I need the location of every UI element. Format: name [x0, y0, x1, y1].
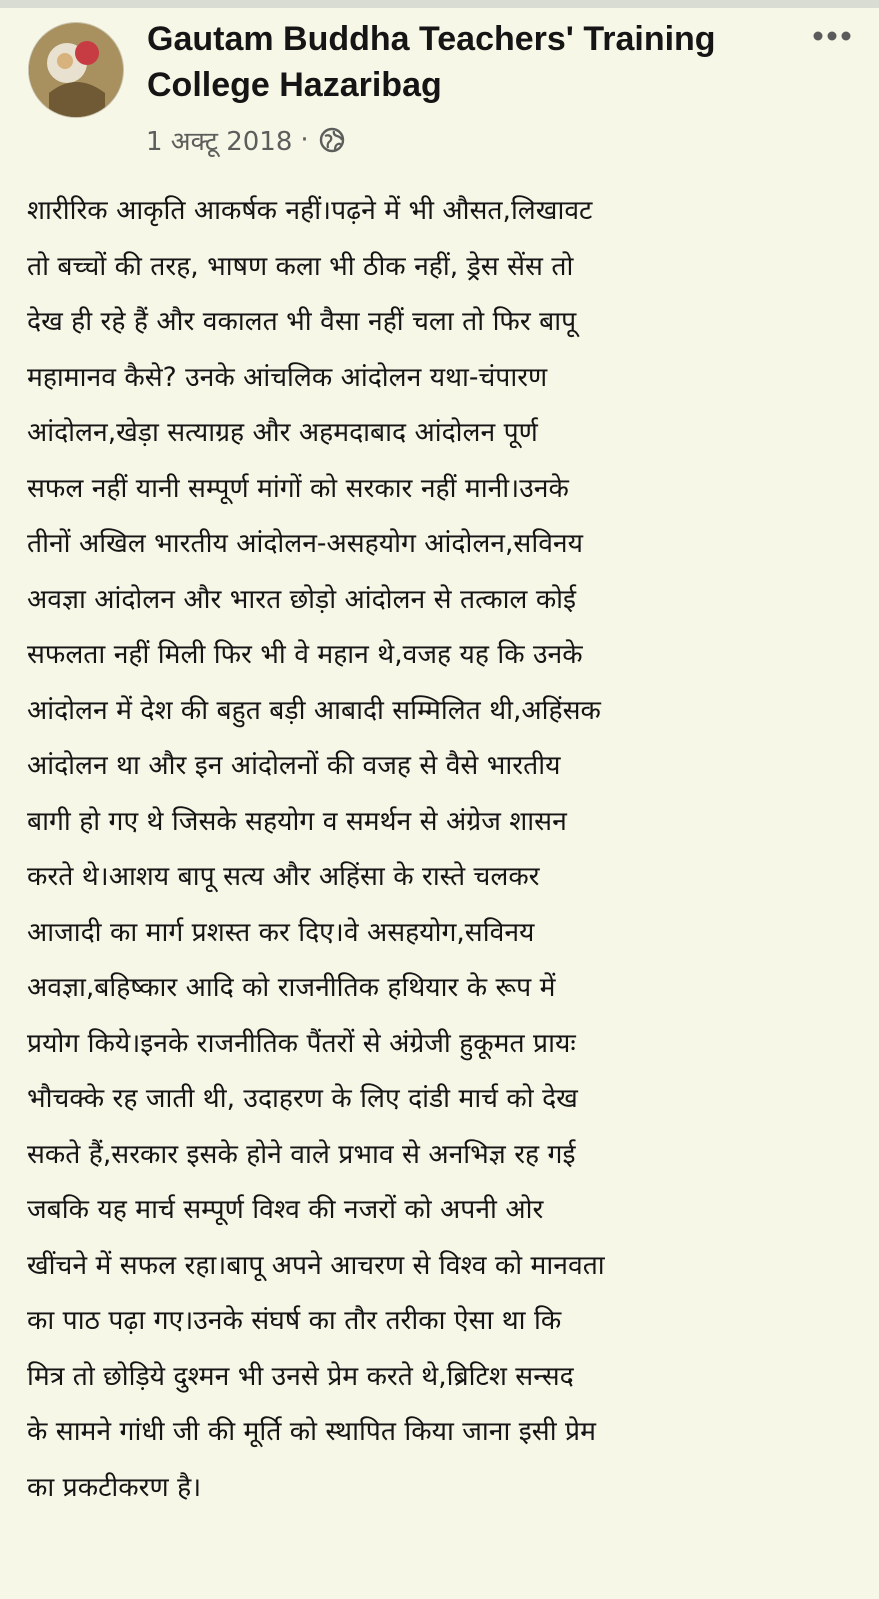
- post-line: अवज्ञा आंदोलन और भारत छोड़ो आंदोलन से तत्काल कोई: [27, 583, 577, 615]
- page-name[interactable]: [147, 16, 787, 108]
- post-line: अवज्ञा,बहिष्कार आदि को राजनीतिक हथियार के रूप में: [27, 972, 556, 1003]
- post-line: आंदोलन था और इन आंदोलनों की वजह से वैसे भारतीय: [27, 750, 561, 781]
- college-logo-avatar[interactable]: [28, 22, 124, 118]
- post-line: भौचक्के रह जाती थी, उदाहरण के लिए दांडी मार्च को देख: [27, 1083, 578, 1114]
- more-options-button[interactable]: [805, 24, 859, 48]
- globe-icon[interactable]: [319, 127, 345, 153]
- post-line: के सामने गांधी जी की मूर्ति को स्थापित किया जाना इसी प्रेम: [27, 1416, 596, 1447]
- post-date[interactable]: 1 अक्टू 2018: [146, 127, 293, 157]
- post-body: [27, 183, 867, 1515]
- more-options-icon: [812, 30, 852, 42]
- post-line: सफलता नहीं मिली फिर भी वे महान थे,वजह यह कि उनके: [27, 639, 583, 670]
- top-divider: [0, 0, 879, 8]
- post-line: सफल नहीं यानी सम्पूर्ण मांगों को सरकार नहीं मानी।उनके: [27, 472, 569, 504]
- post-line: करते थे।आशय बापू सत्य और अहिंसा के रास्ते चलकर: [27, 861, 540, 892]
- post-line: तीनों अखिल भारतीय आंदोलन-असहयोग आंदोलन,सविनय: [27, 528, 584, 559]
- post-line: बागी हो गए थे जिसके सहयोग व समर्थन से अंग्रेज शासन: [27, 805, 567, 837]
- post-line: आंदोलन में देश की बहुत बड़ी आबादी सम्मिलित थी,अहिंसक: [27, 694, 601, 726]
- page-name-line-1: Gautam Buddha Teachers' Training: [147, 20, 716, 58]
- meta-separator: ·: [300, 125, 309, 155]
- post-meta: [146, 122, 345, 158]
- post-line: तो बच्चों की तरह, भाषण कला भी ठीक नहीं, ड्रेस सेंस तो: [27, 250, 574, 282]
- post-line: प्रयोग किये।इनके राजनीतिक पैंतरों से अंग्रेजी हुकूमत प्रायः: [27, 1027, 576, 1059]
- post-line: मित्र तो छोड़िये दुश्मन भी उनसे प्रेम करते थे,ब्रिटिश सन्सद: [27, 1360, 574, 1392]
- post-line: सकते हैं,सरकार इसके होने वाले प्रभाव से अनभिज्ञ रह गई: [27, 1138, 576, 1170]
- post-line: देख ही रहे हैं और वकालत भी वैसा नहीं चला तो फिर बापू: [27, 306, 577, 337]
- avatar-image: [29, 23, 123, 117]
- post-line: जबकि यह मार्च सम्पूर्ण विश्व की नजरों को अपनी ओर: [27, 1194, 544, 1225]
- post-line: का प्रकटीकरण है।: [27, 1471, 202, 1503]
- post-line: महामानव कैसे? उनके आंचलिक आंदोलन यथा-चंपारण: [27, 361, 548, 393]
- post-line: आंदोलन,खेड़ा सत्याग्रह और अहमदाबाद आंदोलन पूर्ण: [27, 417, 538, 448]
- post-line: का पाठ पढ़ा गए।उनके संघर्ष का तौर तरीका ऐसा था कि: [27, 1305, 562, 1336]
- post-line: शारीरिक आकृति आकर्षक नहीं।पढ़ने में भी औसत,लिखावट: [27, 195, 593, 226]
- post-line: आजादी का मार्ग प्रशस्त कर दिए।वे असहयोग,सविनय: [27, 916, 535, 948]
- page-name-line-2: College Hazaribag: [147, 66, 442, 104]
- post-line: खींचने में सफल रहा।बापू अपने आचरण से विश्व को मानवता: [27, 1249, 605, 1281]
